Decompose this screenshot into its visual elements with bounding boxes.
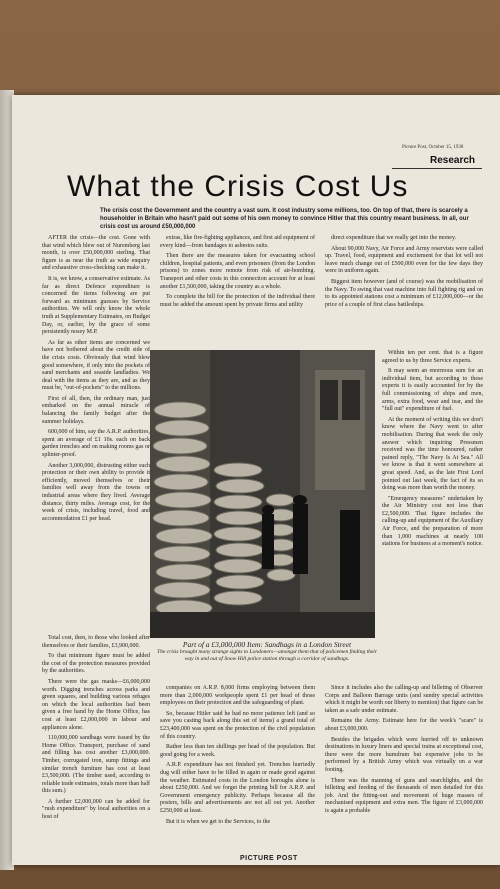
article-standfirst: The crisis cost the Government and the country a vast sum. It cost industry some millions, too. On top of that, there is scarcely a householder in Britain who hasn't paid out some of his own money to convince Hitler that this country meant business. In all, our crisis cost us around £50,000,000: [100, 208, 469, 230]
paragraph: Rather less than ten shillings per head of the population. But good going for a week.: [160, 744, 315, 758]
paragraph: direct expenditure that we really get into the money.: [331, 235, 457, 241]
paragraph: To complete the bill for the protection of the individual there must be added the amount spent by private firms and utility: [160, 294, 315, 308]
paragraph: Biggest item however (and of course) was the mobilisation of the Navy. To swing that vast machine into full fighting rig and on to its appointed stations cost a minimum of £12,000,000—or the price of a couple of first class battleships.: [325, 278, 483, 308]
section-rule: [392, 168, 482, 169]
paragraph: A further £2,000,000 can be added for "rush expenditure" by local authorities on a host of: [42, 798, 150, 821]
paragraph: 600,000 of him, say the A.R.P. authorities, spent an average of £1 10s. each on back garden trenches and on making rooms gas or splinter-proof.: [42, 429, 150, 459]
paragraph: To that minimum figure must be added the cost of the protection measures provided by the authorities.: [42, 653, 150, 675]
paragraph: 110,000,000 sandbags were issued by the Home Office. Transport, purchase of sand and filling has cost another £3,000,000. Timber, corrugated iron, sump fittings and similar trench furniture has cost at least £3,500,000. (The timber used, according to reliable trade estimates, totals more than half this sum.): [42, 735, 150, 795]
paragraph: There was the manning of guns and searchlights, and the billeting and feeding of the thousands of men detailed for this job. And the fitting-out and movement of huge masses of mechanised equipment and extra men. The figure of £3,000,000 is again a probable: [325, 777, 483, 814]
section-label: Research: [430, 155, 476, 166]
paragraph: So, because Hitler said he had no more patience left (and so save you casting back along this set of items) a grand total of £23,400,000 was spent on the protection of the civil population of this country.: [160, 710, 315, 740]
column-2-top: [160, 235, 315, 350]
paragraph: Another 3,000,000, distrusting either such protection or their own ability to provide it efficiently, moved themselves or their families well away from the towns or industrial areas where they lived. Average distance, thirty miles. Average cost, for the week of crisis, including travel, food and accommodation £1 per head.: [42, 462, 150, 522]
paragraph: Remains the Army. Estimate here for the week's "scare" is about £3,000,000.: [325, 718, 483, 732]
paragraph: Besides the brigades which were hurried off to unknown destinations in luxury liners and special trains at exceptional cost, there were the more humdrum but expensive jobs to be performed by a British Army which was virtually on a war footing.: [325, 736, 483, 773]
paragraph: As far as other items are concerned we have not bothered about the credit side of the crisis costs. Obviously that wind blew good somewhere, if only into the pockets of sand merchants and seaside landladies. We deal with the items as they are, and as they must be, "out-of-pockets" to the millions.: [42, 339, 150, 392]
sandbags-photo: [150, 350, 375, 638]
paragraph: Within ten per cent. that is a figure agreed to us by three Service experts.: [382, 350, 483, 364]
article-title: What the Crisis Cost Us: [67, 170, 409, 203]
photo-caption: [157, 641, 377, 662]
photo-image: [150, 350, 375, 638]
column-3-top: [325, 235, 483, 350]
paragraph: But it is when we get to the Services, to the: [166, 818, 271, 825]
caption-text: The crisis brought many strange sights to Londoners—amongst them that of policemen finding their way in and out of Snow Hill police station through a corridor of sandbags.: [157, 649, 377, 662]
paragraph: It may seem an enormous sum for an individual item, but according to these experts it is easily accounted for by the full commissioning of ships and men, arms, extra food, wear and tear, and the "full out" expenditure of fuel.: [382, 368, 483, 413]
paragraph: Since it includes also the calling-up and billeting of Observer Corps and Balloon Barrage units (and sundry special activities which it might be worth our liberty to mention) that figure can be taken as a safe under estimate.: [325, 685, 483, 714]
paragraph: First of all, then, the ordinary man, just embarked on the annual miracle of balancing the family budget after the summer holidays.: [42, 395, 150, 425]
magazine-page: [12, 95, 500, 865]
magazine-footer: PICTURE POST: [240, 855, 298, 862]
paragraph: There were the gas masks—£6,000,000 worth. Digging trenches across parks and green squares, and building various refuges on which the local authorities had been given a free hand by the Home Office, has cost at least £2,000,000 in labour and appliances alone.: [42, 678, 150, 731]
running-head: Picture Post, October 15, 1938: [402, 145, 464, 150]
paragraph: companies on A.R.P. 8,000 firms employing between them more than 2,000,000 workpeople spent £1 per head of those employees on their protection and the safeguarding of plant.: [160, 685, 315, 707]
column-3-bottom: [325, 685, 483, 855]
paragraph: Total cost, then, to those who looked after themselves or their families, £3,900,000.: [42, 635, 150, 649]
paragraph: At the moment of writing this we don't know where the Navy went to after mobilisation. During that week the only answer which inquiring Pressmen received was the time honoured, rather pained reply, "The Navy Is At Sea." All we know is that it went somewhere at great speed. And, as the late First Lord pointed out last week, the fact of its so doing was more than worth the money.: [382, 416, 483, 492]
paragraph: It is, we know, a conservative estimate. As far as direct Defence expenditure is concerned the items following are put forward as minimum guesses by Service authorities. We will only know the whole truth at Supplementary Estimates, on Budget Day, or, earlier, by the grace of some persistently nosey M.P.: [42, 275, 150, 336]
column-1-bottom: [42, 635, 150, 860]
paragraph: A.R.P. expenditure has not finished yet. Trenches hurriedly dug will either have to be filled in again or made good against the weather. Estimated costs in the London boroughs alone is about £250,000. And we forget the printing bill for A.R.P. and Government emergency publicity. Perhaps because all the posters, bills and advertisements are not all out yet. Another £250,000 at least.: [160, 762, 315, 814]
paragraph: extras, like fire-fighting appliances, and first aid equipment of every kind—from bandages to asbestos suits.: [160, 235, 315, 249]
column-2-bottom: [160, 685, 315, 855]
caption-title: Part of a £3,000,000 Item: Sandbags in a London Street: [182, 640, 352, 649]
paragraph: AFTER the crisis—the cost. Gone with that wind which blew out of Nuremberg last month, is over £50,000,000 sterling. That figure is as near the truth as wide enquiry and exhaustive cross-checking can make it.: [42, 235, 150, 272]
paragraph: About 90,000 Navy, Air Force and Army reservists were called up. Travel, food, equipment and excitement for that lot will not leave much change out of £500,000 even for the few days they were in uniform again.: [325, 245, 483, 275]
column-3-right: [382, 350, 483, 680]
paragraph: Then there are the measures taken for evacuating school children, hospital patients, and even prisoners (from the London prisons) to zones more remote from risk of air-bombing. Transport and other costs in this connection account for at least another £1,500,000, taking the country as a whole.: [160, 253, 315, 290]
paragraph: "Emergency measures" undertaken by the Air Ministry cost not less than £2,500,000. That figure includes the calling-up and equipment of the Auxiliary Air Force, and the preparation of more than 1,000 machines at nearly 100 stations for business at a moment's notice.: [382, 495, 483, 548]
